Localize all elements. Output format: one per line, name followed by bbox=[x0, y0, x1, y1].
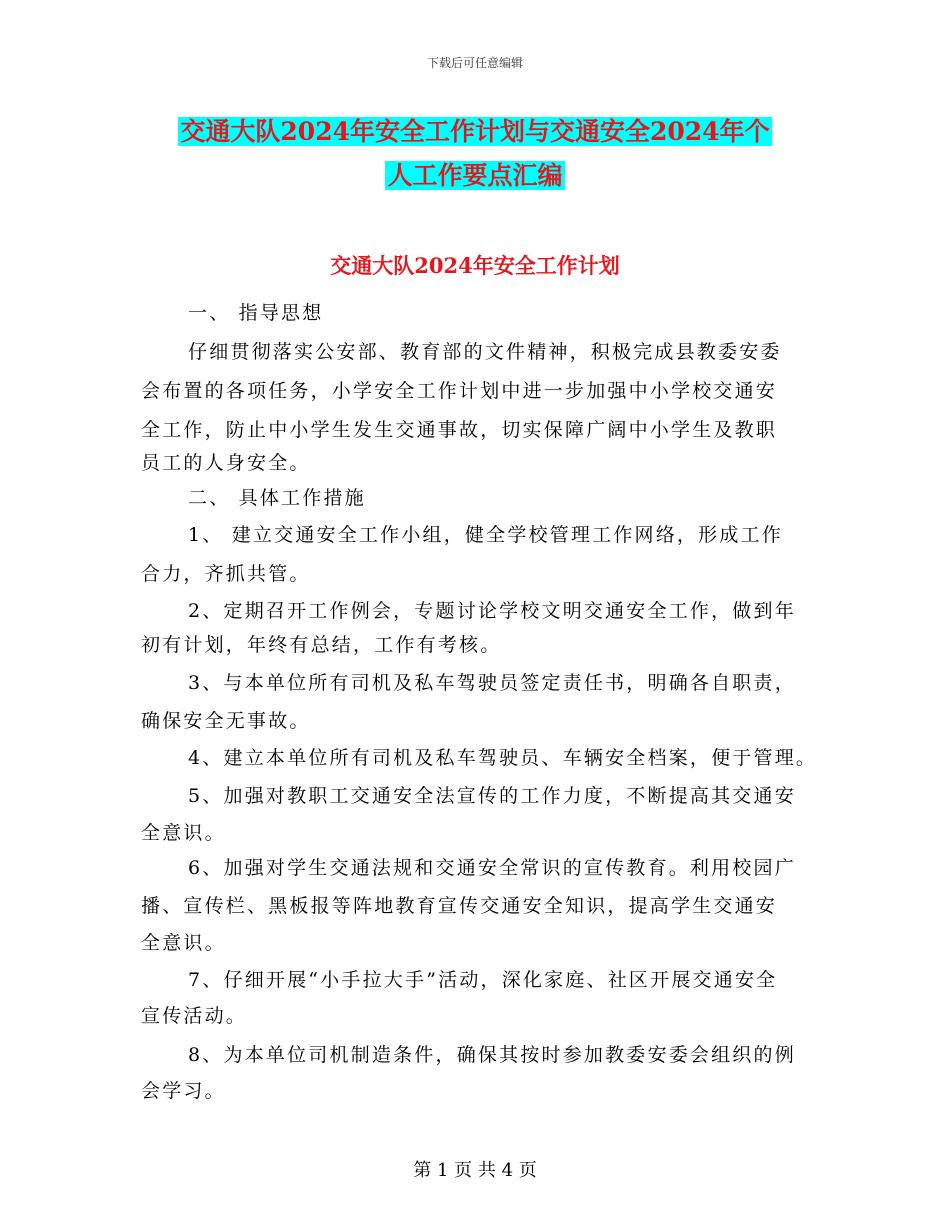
title-line-2-text: 人工作要点汇编 bbox=[387, 161, 563, 190]
paragraph-line: 确保安全无事故。 bbox=[141, 710, 311, 732]
paragraph-line: 会布置的各项任务，小学安全工作计划中进一步加强中小学校交通安 bbox=[141, 380, 778, 402]
document-title-line-1 bbox=[0, 112, 950, 148]
paragraph-line: 播、宣传栏、黑板报等阵地教育宣传交通安全知识，提高学生交通安 bbox=[141, 895, 778, 917]
paragraph-line: 1、 建立交通安全工作小组，健全学校管理工作网络，形成工作 bbox=[188, 524, 783, 546]
paragraph-line: 会学习。 bbox=[141, 1080, 226, 1102]
paragraph-line: 8、为本单位司机制造条件，确保其按时参加教委安委会组织的例 bbox=[188, 1044, 796, 1066]
paragraph-line: 全工作，防止中小学生发生交通事故，切实保障广阔中小学生及教职 bbox=[141, 419, 778, 441]
paragraph-line: 员工的人身安全。 bbox=[141, 452, 311, 474]
paragraph-line: 全意识。 bbox=[141, 932, 226, 954]
paragraph-line: 初有计划，年终有总结，工作有考核。 bbox=[141, 634, 502, 656]
page-footer: 第 1 页 共 4 页 bbox=[413, 1160, 537, 1181]
paragraph-line: 仔细贯彻落实公安部、教育部的文件精神，积极完成县教委安委 bbox=[188, 341, 782, 363]
paragraph-line: 合力，齐抓共管。 bbox=[141, 563, 311, 585]
heading-measures: 二、 具体工作措施 bbox=[188, 487, 366, 509]
document-title-line-2 bbox=[0, 156, 950, 192]
paragraph-line: 5、加强对教职工交通安全法宣传的工作力度，不断提高其交通安 bbox=[188, 785, 796, 807]
heading-guiding-thought: 一、 指导思想 bbox=[188, 302, 324, 324]
header-note: 下载后可任意编辑 bbox=[426, 56, 523, 70]
title-line-1-text: 交通大队2024年安全工作计划与交通安全2024年个 bbox=[180, 117, 770, 146]
paragraph-line: 宣传活动。 bbox=[141, 1005, 248, 1027]
section-title: 交通大队2024年安全工作计划 bbox=[330, 253, 620, 278]
paragraph-line: 4、建立本单位所有司机及私车驾驶员、车辆安全档案，便于管理。 bbox=[188, 747, 818, 769]
paragraph-line: 3、与本单位所有司机及私车驾驶员签定责任书，明确各自职责， bbox=[188, 672, 796, 694]
paragraph-line: 2、定期召开工作例会，专题讨论学校文明交通安全工作，做到年 bbox=[188, 600, 796, 622]
paragraph-line: 7、仔细开展“小手拉大手”活动，深化家庭、社区开展交通安全 bbox=[188, 969, 778, 991]
paragraph-line: 6、加强对学生交通法规和交通安全常识的宣传教育。利用校园广 bbox=[188, 857, 796, 879]
paragraph-line: 全意识。 bbox=[141, 822, 226, 844]
